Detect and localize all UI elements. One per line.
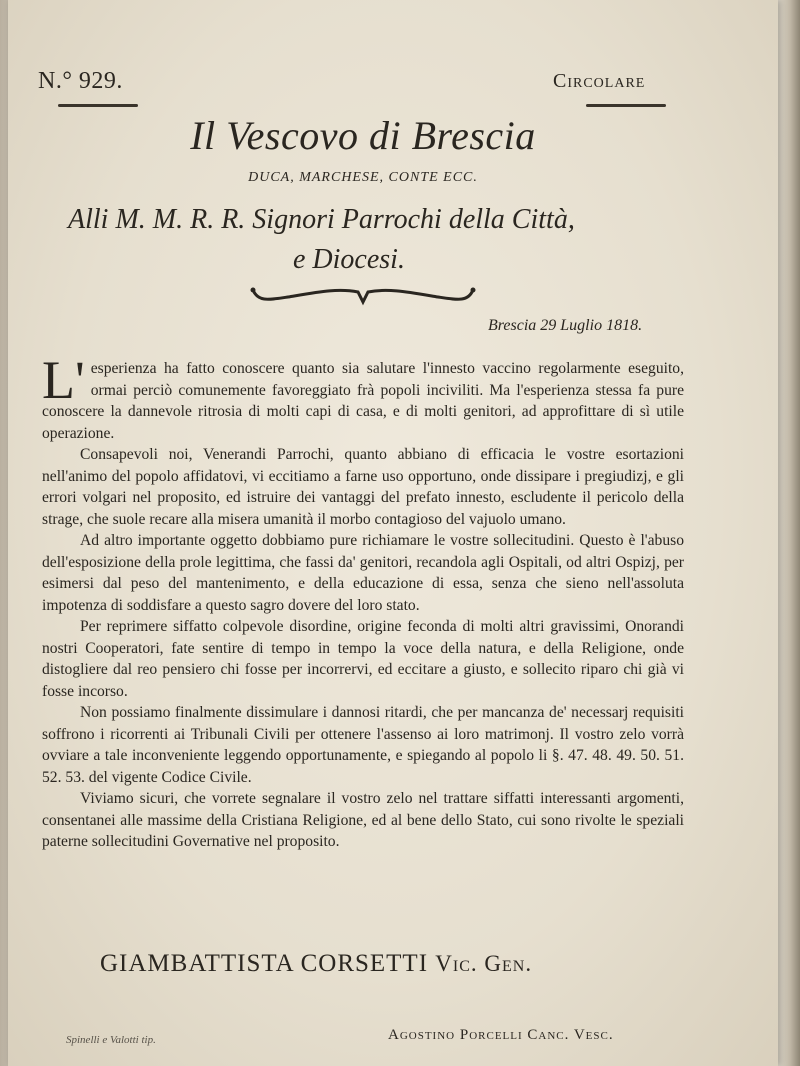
paragraph-5: Non possiamo finalmente dissimulare i dannosi ritardi, che per mancanza de' necessarj requisiti soffrono i ricorrenti ai Tribunali Civili per ottenere l'assenso ai loro matrimonj. Il vostro zelo vorrà ovviare a tale inconveniente leggendo opportunamente, e spiegando al popolo li §. 47. 48. 49. 50. 51. 52. 53. del vigente Codice Civile.: [42, 704, 684, 786]
page-title: Il Vescovo di Brescia: [190, 113, 536, 158]
letter-date: Brescia 29 Luglio 1818.: [488, 317, 643, 334]
header-rule-left: [58, 104, 138, 107]
letter-body: [42, 350, 684, 853]
document-kind: Circolare: [553, 70, 646, 92]
circular-number: N.° 929.: [38, 68, 123, 94]
paragraph-4: Per reprimere siffatto colpevole disordine, origine feconda di molti altri gravissimi, Onorandi nostri Cooperatori, fate sentire di tempo in tempo la voce della natura, e della Religione, onde distogliere dal reo pensiero chi fosse per incorrervi, ed eccitare a giusto, e sollecito riparo chi già vi fosse incorso.: [42, 618, 684, 700]
paragraph-6: Viviamo sicuri, che vorrete segnalare il vostro zelo nel trattare siffatti interessanti argomenti, consentanei alle massime della Cristiana Religione, ed al bene dello Stato, cui sono rivolte le speziali paterne sollecitudini Governative nel proposito.: [42, 790, 684, 850]
document-page: [8, 0, 778, 1066]
drop-cap: L': [42, 350, 85, 410]
addressee-line-1: Alli M. M. R. R. Signori Parrochi della Città,: [68, 204, 575, 235]
bishop-titles: DUCA, MARCHESE, CONTE ECC.: [248, 170, 478, 185]
paragraph-2: Consapevoli noi, Venerandi Parrochi, quanto abbiano di efficacia le vostre esortazioni nell'animo del popolo affidatovi, vi eccitiamo a farne uso opportuno, onde dissipare i pregiudizj, e gli errori volgari nel proposito, ed istruire dei vantaggi del prefato innesto, escludente il pericolo della strage, che suole recare alla misera umanità il morbo contagioso del vajuolo umano.: [42, 446, 684, 528]
printer-credit: Spinelli e Valotti tip.: [66, 1034, 156, 1046]
addressee: [68, 200, 708, 280]
ornament-divider-icon: [248, 282, 478, 308]
signatory-role: Vic. Gen.: [435, 951, 533, 976]
signature: [100, 950, 532, 978]
signatory-name: GIAMBATTISTA CORSETTI: [100, 950, 429, 977]
header-rule-right: [586, 104, 666, 107]
addressee-line-2: e Diocesi.: [293, 244, 405, 275]
paragraph-1-text: esperienza ha fatto conoscere quanto sia salutare l'innesto vaccino regolarmente eseguito, ormai perciò comunemente favoreggiato frà popoli inciviliti. Ma l'esperienza stessa fa pure conoscere la dannevole ritrosia di molti capi di casa, e di molti genitori, ad approfittare di sì utile operazione.: [42, 360, 684, 442]
scan-background-right: [776, 0, 800, 1066]
paragraph-1: [42, 350, 684, 444]
paragraph-3: Ad altro importante oggetto dobbiamo pure richiamare le vostre sollecitudini. Questo è l'abuso dell'esposizione della prole legittima, che fassi da' genitori, recandola agli Ospitali, od altri Ospizj, per esimersi dal peso del mantenimento, e della educazione di essa, senza che sieno nell'assoluta impotenza di soddisfare a questo sagro dovere del loro stato.: [42, 532, 684, 614]
chancellor-signature: Agostino Porcelli Canc. Vesc.: [388, 1027, 614, 1043]
